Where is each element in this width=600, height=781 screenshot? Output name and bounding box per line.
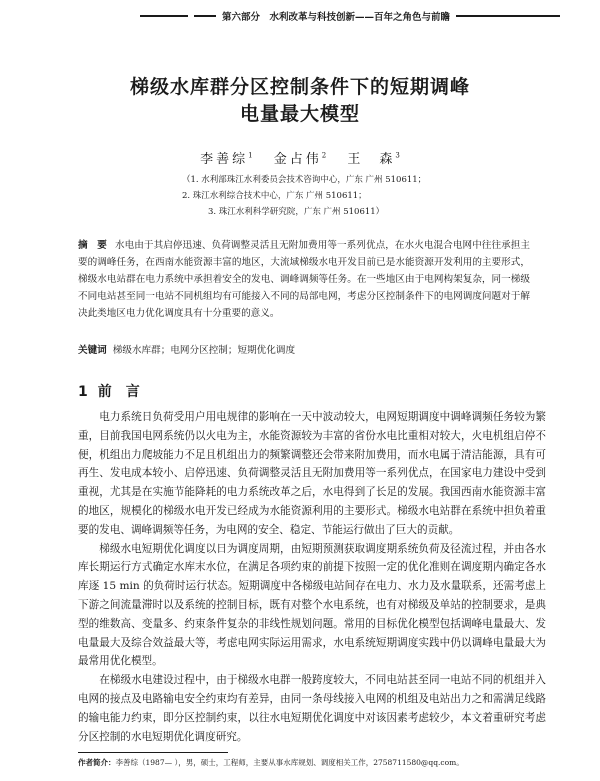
running-header <box>140 9 560 23</box>
abstract-text: 水电由于其启停迅速、负荷调整灵活且无附加费用等一系列优点，在水火电混合电网中往往承担主要的调峰任务，在西南水能资源丰富的地区，大流域梯级水电开发目前已是水能资源开发利用的主要形式，梯级水电站群在电力系统中承担着安全的发电、调峰调频等任务。在一些地区由于电网构架复杂，同一梯级不同电站甚至同一电站不同机组均有可能接入不同的局部电网，考虑分区控制条件下的电网调度问题对于解决此类地区电力优化调度具有十分重要的意义。 <box>78 240 531 319</box>
section-number: 1 <box>78 384 88 400</box>
paper-title-line-1: 梯级水库群分区控制条件下的短期调峰 <box>129 76 470 98</box>
affiliation-3: 3. 珠江水利科学研究院，广东 广州 510611） <box>208 207 385 217</box>
section-title: 前 言 <box>97 384 140 400</box>
keywords-text: 梯级水库群；电网分区控制；短期优化调度 <box>112 345 296 356</box>
author-2-affil-mark: 2 <box>321 151 327 160</box>
abstract <box>78 237 530 322</box>
footnote-rule <box>78 752 228 753</box>
affiliation-1: （1. 水利部珠江水利委员会技术咨询中心，广东 广州 510611； <box>182 175 427 185</box>
paragraph-1: 电力系统日负荷受用户用电规律的影响在一天中波动较大，电网短期调度中调峰调频任务较为繁重，目前我国电网系统仍以火电为主，水能资源较为丰富的省份水电比重相对较大，火电机组启停不便，机组出力爬坡能力不足且机组出力的频繁调整还会带来附加费用，而水电属于清洁能源，具有可再生、发电成本较小、启停迅速、负荷调整灵活且无附加费用等一系列优点，在国家电力建设中受到重视，尤其是在实施节能降耗的电力系统改革之后，水电得到了长足的发展。我国西南水能资源丰富的地区，规模化的梯级水电开发已经成为水能资源利用的主要形式。梯级水电站群在系统中担负着重要的发电、调峰调频等任务，为电网的安全、稳定、节能运行做出了巨大的贡献。 <box>78 411 546 536</box>
header-rule-left <box>140 15 188 17</box>
header-rule-left-short <box>194 15 216 17</box>
author-1-affil-mark: 1 <box>248 151 253 160</box>
paragraph-3: 在梯级水电建设过程中，由于梯级水电群一般跨度较大，不同电站甚至同一电站不同的机组并入电网的接点及电路输电安全约束均有差异，由同一条母线接入电网的机组及电站出力之和需满足线路的输电能力约束，即分区控制约束，以往水电短期优化调度中对该因素考虑较少，本文着重研究考虑分区控制的水电短期优化调度研究。 <box>78 674 546 743</box>
section-heading <box>78 381 140 401</box>
author-list <box>0 148 600 167</box>
header-rule-right <box>456 15 560 17</box>
keywords-label: 关键词 <box>78 345 107 356</box>
author-3-affil-mark: 3 <box>395 151 400 160</box>
abstract-label: 摘 要 <box>78 240 107 251</box>
paragraph-2: 梯级水电短期优化调度以日为调度周期，由短期预测获取调度期系统负荷及径流过程，并由各水库长期运行方式确定水库末水位，在满足各项约束的前提下按照一定的优化准则在调度期内确定各水库逐 15 min 的负荷时运行状态。短期调度中各梯级电站间存在电力、水力及水量联系，还需考虑上下游之间流量滞时以及系统的控制目标，既有对整个水电系统，也有对梯级及单站的控制要求，是典型的维数高、变量多、约束条件复杂的非线性规划问题。常用的目标优化模型包括调峰电量最大、发电量最大及综合效益最大等，考虑电网实际运用需求，水电系统短期调度实践中仍以调峰电量最大为最常用优化模型。 <box>78 542 546 668</box>
author-2: 金占伟 <box>273 152 322 167</box>
affiliation-2: 2. 珠江水利综合技术中心，广东 广州 510611； <box>182 191 367 201</box>
author-3: 王 森 <box>347 152 396 167</box>
body-text <box>78 408 546 746</box>
author-footnote <box>78 757 558 769</box>
paper-title-line-2: 电量最大模型 <box>239 103 360 125</box>
footnote-label: 作者简介： <box>78 758 116 767</box>
footnote-text: 李善综（1987— ），男，硕士，工程师，主要从事水库规划、调度相关工作，2758711580@qq.com。 <box>115 758 464 767</box>
keywords <box>78 342 530 359</box>
header-text: 第六部分 水利改革与科技创新——百年之角色与前瞻 <box>222 12 451 23</box>
author-1: 李善综 <box>200 152 249 167</box>
